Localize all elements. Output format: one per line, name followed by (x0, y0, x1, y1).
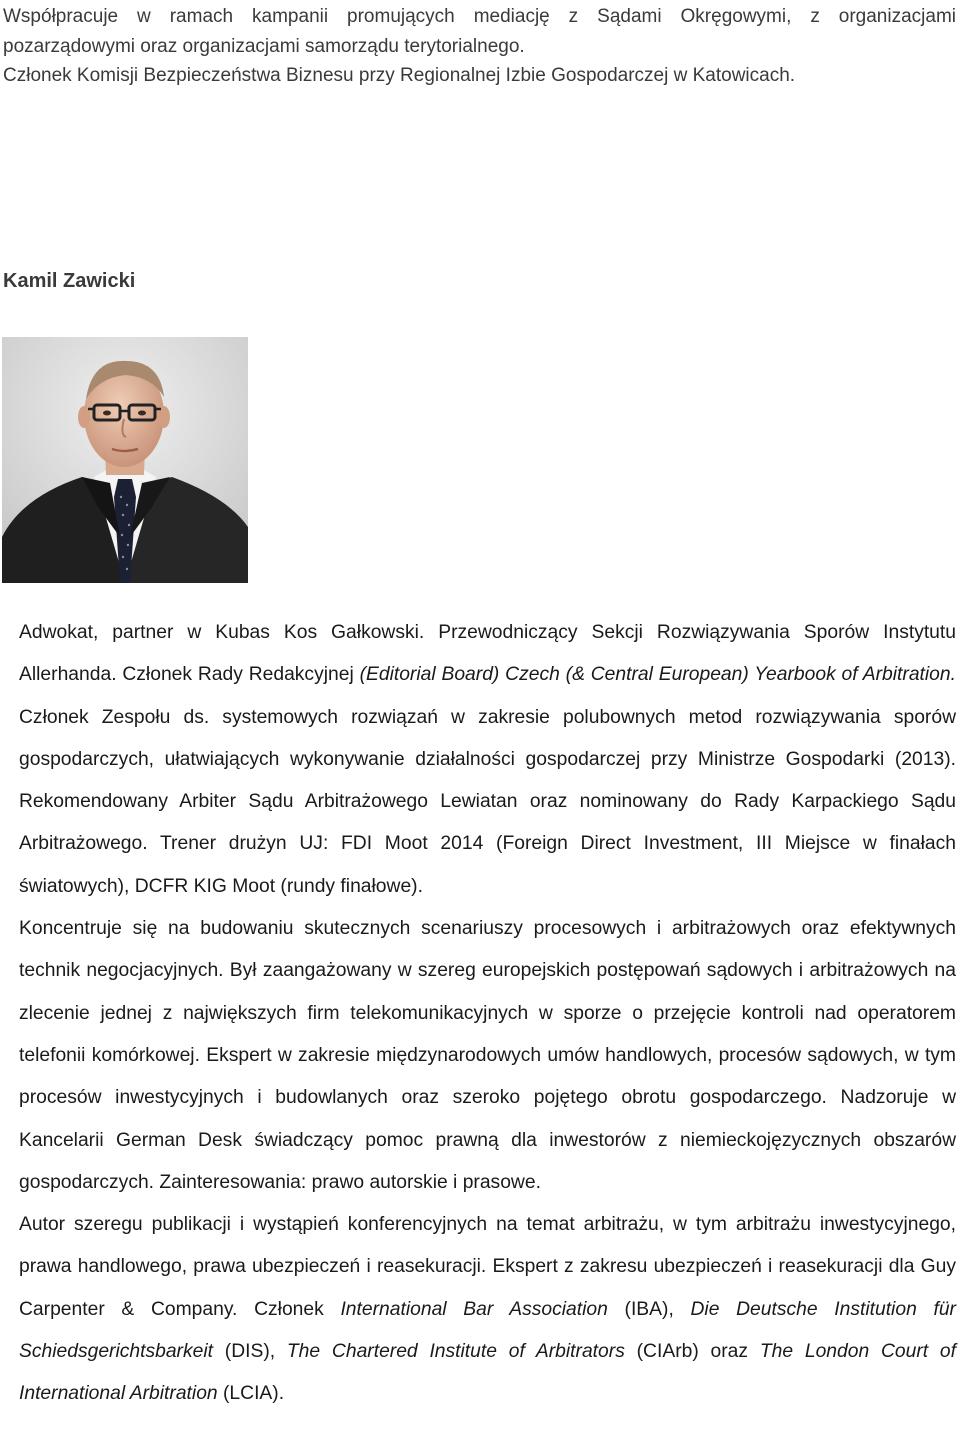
bio-p3-italic-4: The London Court of International Arbitration (19, 1341, 956, 1405)
bio-p3-text-c: (DIS), (212, 1341, 287, 1363)
biography (19, 612, 956, 1416)
bio-paragraph-3 (19, 1204, 956, 1415)
intro-section (3, 2, 956, 91)
intro-line-3: Członek Komisji Bezpieczeństwa Biznesu przy Regionalnej Izbie Gospodarczej w Katowicach. (3, 65, 796, 86)
bio-p1-italic-1: (Editorial Board) Czech (& Central European) Yearbook of Arbitration. (359, 664, 956, 686)
intro-line-1: Współpracuje w ramach kampanii promujących mediację z Sądami Okręgowymi, z organizacjami (3, 6, 956, 27)
bio-p3-italic-1: International Bar Association (340, 1298, 608, 1320)
bio-p3-italic-2: Die Deutsche Institution für Schiedsgerichtsbarkeit (19, 1298, 956, 1363)
bio-paragraph-1 (19, 612, 956, 908)
bio-p1-text-b: Członek Zespołu ds. systemowych rozwiązań w zakresie polubownych metod rozwiązywania sporów gospodarczych, ułatwiających wykonywanie działalności gospodarczej przy Ministrze Gospodarki (2013). Rekomendowany Arbiter Sądu Arbitrażowego Lewiatan oraz nominowany do Rady Karpackiego Sądu Arbitrażowego. Trener drużyn UJ: FDI Moot 2014 (Foreign Direct Investment, III Miejsce w finałach światowych), DCFR KIG Moot (rundy finałowe). (19, 706, 956, 897)
portrait-photo-icon (2, 337, 248, 583)
bio-p3-italic-3: The Chartered Institute of Arbitrators (286, 1341, 625, 1363)
bio-p3-text-b: (IBA), (607, 1298, 691, 1320)
bio-p3-text-e: (LCIA). (217, 1383, 285, 1405)
bio-p1-text-a: Adwokat, partner w Kubas Kos Gałkowski. Przewodniczący Sekcji Rozwiązywania Sporów Instytutu Allerhanda. Członek Rady Redakcyjnej (19, 622, 956, 686)
person-name: Kamil Zawicki (3, 270, 136, 292)
intro-line-2: pozarządowymi oraz organizacjami samorządu terytorialnego. (3, 35, 525, 57)
bio-p3-text-a: Autor szeregu publikacji i wystąpień konferencyjnych na temat arbitrażu, w tym arbitrażu inwestycyjnego, prawa handlowego, prawa ubezpieczeń i reasekuracji. Ekspert z zakresu ubezpieczeń i reasekuracji dla Guy Carpenter & Company. Członek (19, 1214, 956, 1320)
bio-paragraph-2: Koncentruje się na budowaniu skutecznych scenariuszy procesowych i arbitrażowych oraz efektywnych technik negocjacyjnych. Był zaangażowany w szereg europejskich postępowań sądowych i arbitrażowych na zlecenie jednej z największych firm telekomunikacyjnych w sporze o przejęcie kontroli nad operatorem telefonii komórkowej. Ekspert w zakresie międzynarodowych umów handlowych, procesów sądowych, w tym procesów inwestycyjnych i budowlanych oraz szeroko pojętego obrotu gospodarczego. Nadzoruje w Kancelarii German Desk świadczący pomoc prawną dla inwestorów z niemieckojęzycznych obszarów gospodarczych. Zainteresowania: prawo autorskie i prasowe. (19, 918, 956, 1193)
portrait-photo (2, 337, 248, 583)
bio-p3-text-d: (CIArb) oraz (624, 1341, 760, 1363)
